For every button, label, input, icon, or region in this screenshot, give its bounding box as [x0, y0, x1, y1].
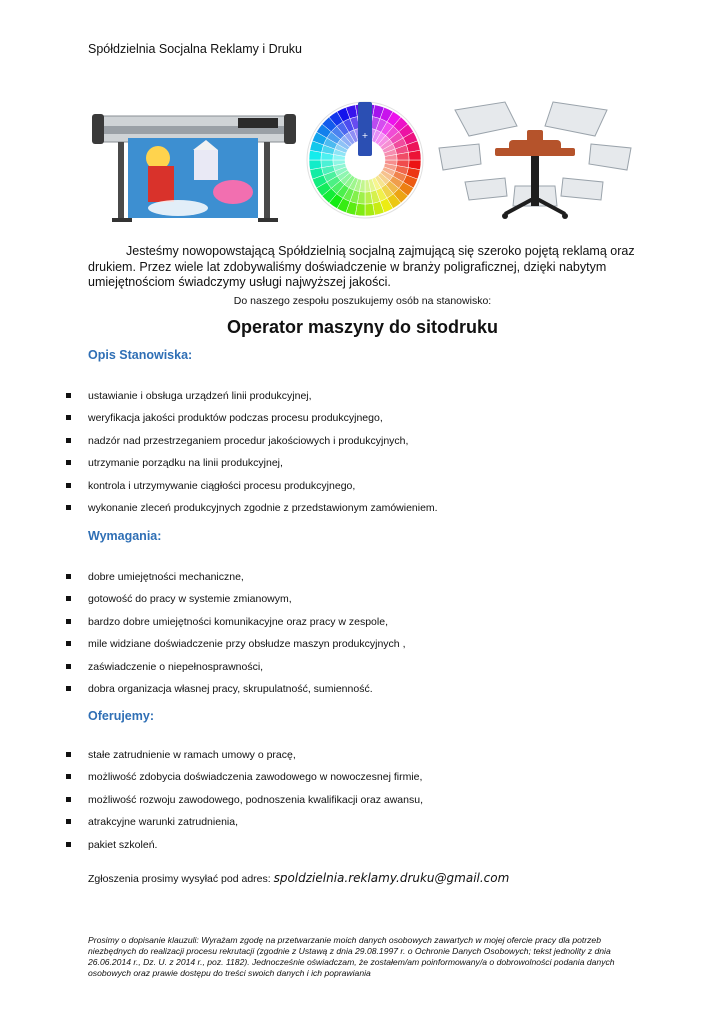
- list-item: zaświadczenie o niepełnosprawności,: [66, 660, 405, 682]
- list-item: mile widziane doświadczenie przy obsłudze maszyn produkcyjnych ,: [66, 637, 405, 659]
- large-format-printer-photo: [88, 96, 298, 224]
- application-text: Zgłoszenia prosimy wysyłać pod adres:: [88, 873, 274, 885]
- list-item: ustawianie i obsługa urządzeń linii produkcyjnej,: [66, 389, 438, 411]
- header-images: [85, 96, 645, 226]
- requirements-list: [66, 570, 405, 704]
- list-item: dobra organizacja własnej pracy, skrupulatność, sumienność.: [66, 682, 405, 704]
- list-item: możliwość rozwoju zawodowego, podnoszenia kwalifikacji oraz awansu,: [66, 793, 423, 815]
- list-item: nadzór nad przestrzeganiem procedur jakościowych i produkcyjnych,: [66, 434, 438, 456]
- list-item: możliwość zdobycia doświadczenia zawodowego w nowoczesnej firmie,: [66, 770, 423, 792]
- application-info: [88, 871, 509, 885]
- email-address: spoldzielnia.reklamy.druku@gmail.com: [273, 871, 510, 885]
- list-item: dobre umiejętności mechaniczne,: [66, 570, 405, 592]
- requirements-heading: Wymagania:: [88, 529, 162, 543]
- description-list: [66, 389, 438, 523]
- list-item: atrakcyjne warunki zatrudnienia,: [66, 815, 423, 837]
- color-fan-photo: [303, 98, 427, 222]
- svg-text:+: +: [361, 131, 369, 140]
- list-item: kontrola i utrzymywanie ciągłości procesu produkcyjnego,: [66, 479, 438, 501]
- job-title: Operator maszyny do sitodruku: [226, 317, 499, 337]
- recruitment-subtitle: Do naszego zespołu poszukujemy osób na stanowisko:: [233, 295, 492, 307]
- organization-name: Spółdzielnia Socjalna Reklamy i Druku: [88, 42, 302, 56]
- description-heading: Opis Stanowiska:: [88, 348, 193, 362]
- list-item: weryfikacja jakości produktów podczas procesu produkcyjnego,: [66, 411, 438, 433]
- intro-paragraph: Jesteśmy nowopowstającą Spółdzielnią socjalną zajmującą się szeroko pojętą reklamą oraz drukiem. Przez wiele lat zdobywaliśmy doświadczenie w branży poligraficznej, dzięki nabytym umiejętnościom świadczymy usługi najwyższej jakości.: [88, 244, 635, 289]
- list-item: pakiet szkoleń.: [66, 838, 423, 860]
- list-item: stałe zatrudnienie w ramach umowy o pracę,: [66, 748, 423, 770]
- list-item: gotowość do pracy w systemie zmianowym,: [66, 592, 405, 614]
- list-item: wykonanie zleceń produkcyjnych zgodnie z przedstawionym zamówieniem.: [66, 501, 438, 523]
- list-item: utrzymanie porządku na linii produkcyjnej,: [66, 456, 438, 478]
- list-item: bardzo dobre umiejętności komunikacyjne oraz pracy w zespole,: [66, 615, 405, 637]
- offer-list: [66, 748, 423, 860]
- screen-printing-machine-photo: [435, 96, 635, 224]
- consent-clause: Prosimy o dopisanie klauzuli: Wyrażam zgodę na przetwarzanie moich danych osobowych zawartych w mojej ofercie pracy dla potrzeb niezbędnych do realizacji procesu rekrutacji (zgodnie z Ustawą z dnia 29.08.1997 r. o Ochronie Danych Osobowych; tekst jednolity z dnia 26.06.2014 r., Dz. U. z 2014 r., poz. 1182). Jednocześnie oświadczam, że zostałem/am poinformowany/a o dobrowolności podania danych osobowych oraz prawie dostępu do treści swoich danych i ich poprawiania: [88, 935, 615, 978]
- offer-heading: Oferujemy:: [88, 709, 154, 723]
